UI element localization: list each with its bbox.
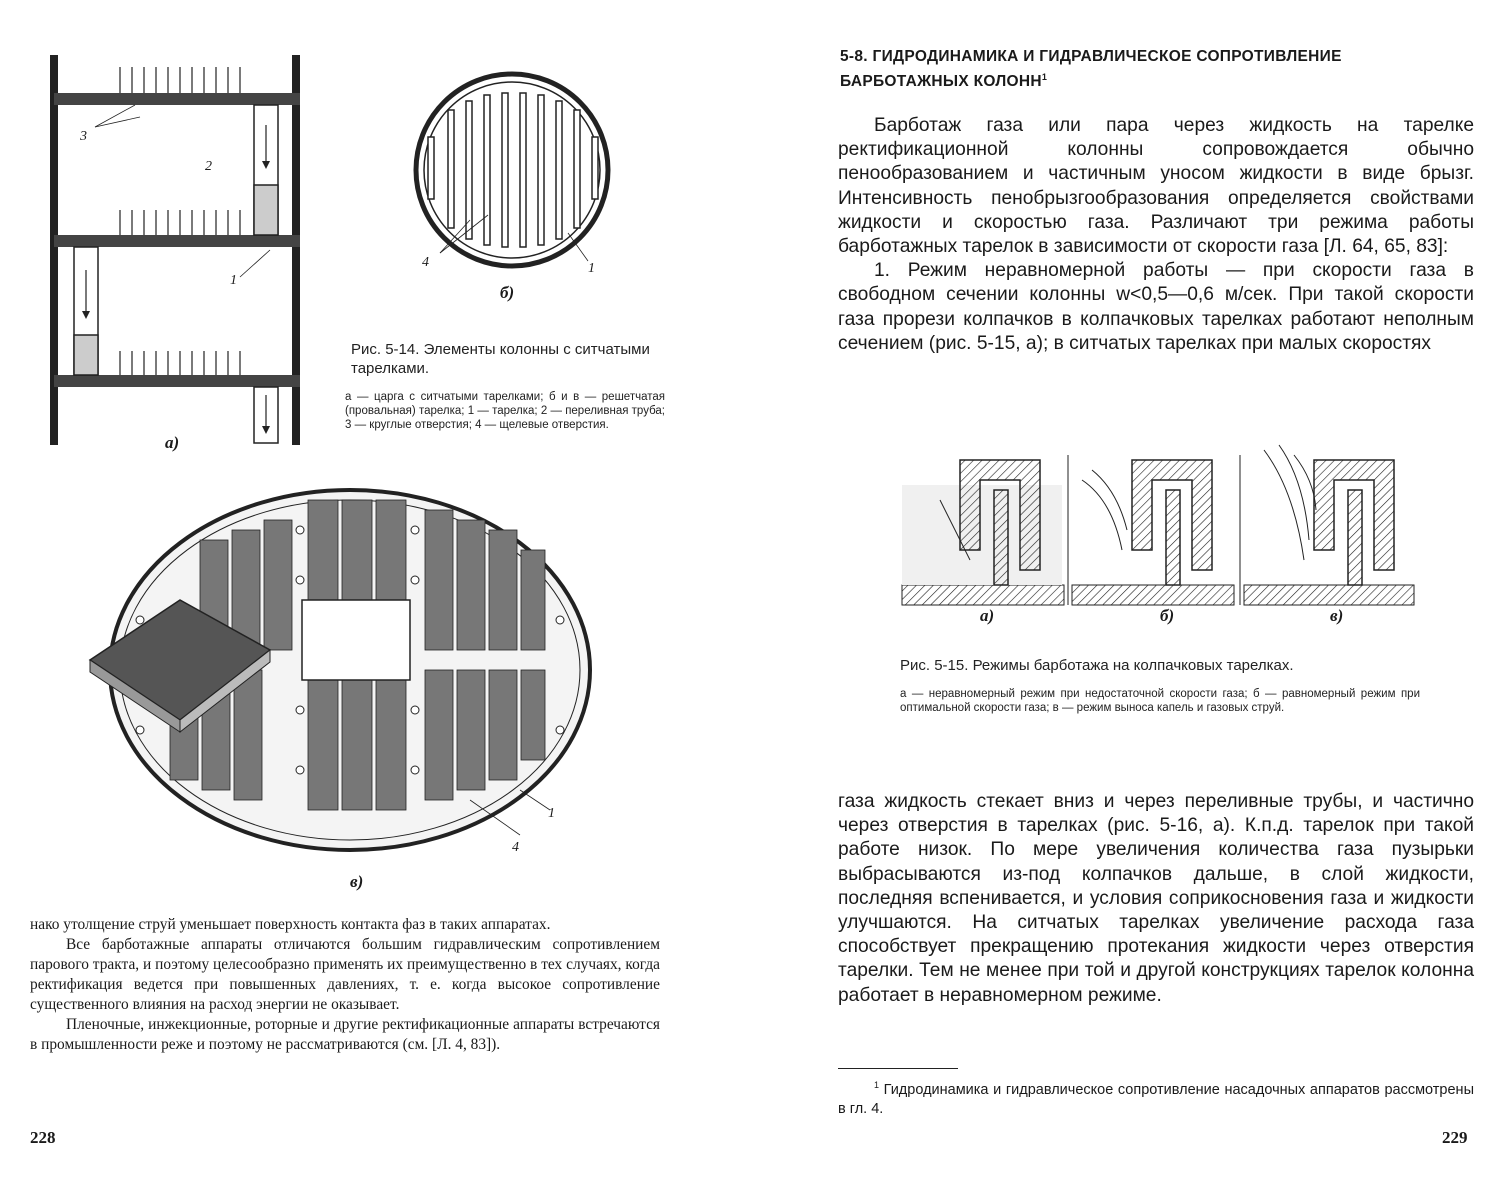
figure-label-a: а)	[980, 606, 995, 625]
figure-label-b: б)	[1160, 606, 1175, 625]
callout-4: 4	[422, 255, 429, 270]
footnote-rule	[838, 1068, 958, 1069]
bubble-cap-regimes-drawing	[900, 440, 1420, 610]
figure-label-v: в)	[350, 872, 364, 891]
right-page	[750, 0, 1500, 1190]
figure-5-15	[900, 440, 1420, 640]
caption-title: Рис. 5-15. Режимы барботажа на колпачковых тарелках.	[900, 657, 1294, 674]
right-body-lower	[838, 790, 1474, 1008]
column-section-drawing	[40, 45, 320, 465]
figure-5-14-b	[400, 65, 620, 305]
caption-title: Рис. 5-14. Элементы колонны с ситчатыми тарелками.	[351, 341, 650, 377]
callout-1: 1	[230, 273, 237, 288]
figure-label-a: а)	[165, 433, 180, 452]
figure-label-v: в)	[1330, 606, 1344, 625]
heading-footnote-mark: 1	[1041, 72, 1048, 82]
grid-tray-drawing	[80, 470, 600, 870]
figure-5-14-a	[40, 45, 320, 465]
figure-5-15-caption	[900, 656, 1420, 715]
panel-a	[902, 460, 1064, 605]
figure-label-b: б)	[500, 283, 515, 302]
page-number-right: 229	[1442, 1128, 1468, 1147]
callout-3: 3	[80, 129, 87, 144]
figure-5-14-caption	[345, 340, 665, 432]
footnote-text: Гидродинамика и гидравлическое сопротивление насадочных аппаратов рассмотрены в гл. 4.	[838, 1081, 1474, 1117]
panel-b	[1072, 460, 1234, 605]
paragraph: Все барботажные аппараты отличаются большим гидравлическим сопротивлением парового тракта, и поэтому целесообразно применять их преимущественно в тех случаях, когда ректификация ведется при повышенных давлениях, т. е. когда высокое сопротивление существенного влияния на расход энергии не оказывает.	[30, 936, 660, 1013]
callout-2: 2	[205, 159, 212, 174]
paragraph: 1. Режим неравномерной работы — при скорости газа в свободном сечении колонны w<0,5—0,6 м/сек. При такой скорости газа прорези колпачков в колпачковых тарелках работают неполным сечением (рис. 5-15, а); в ситчатых тарелках при малых скоростях	[838, 260, 1474, 354]
section-heading	[840, 46, 1474, 92]
slotted-tray-drawing	[400, 65, 620, 285]
footnote-mark: 1	[874, 1080, 880, 1090]
panel-v	[1244, 445, 1414, 605]
callout-4-v: 4	[512, 840, 519, 855]
paragraph: газа жидкость стекает вниз и через переливные трубы, и частично через отверстия в тарелках (рис. 5-16, а). К.п.д. тарелок при такой работе низок. По мере увеличения количества газа пузырьки выбрасываются из-под колпачков дальше, в слой жидкости, последняя вспенивается, и условия соприкосновения газа и жидкости улучшаются. На ситчатых тарелках увеличение расхода газа способствует прекращению протекания жидкости через отверстия тарелки. Тем не менее при той и другой конструкциях тарелок колонна работает в неравномерном режиме.	[838, 791, 1474, 1006]
caption-legend: а — неравномерный режим при недостаточной скорости газа; б — равномерный режим при оптимальной скорости газа; в — режим выноса капель и газовых струй.	[900, 688, 1420, 714]
left-body-text	[30, 915, 660, 1055]
footnote	[838, 1076, 1474, 1119]
section-heading-text: 5-8. ГИДРОДИНАМИКА И ГИДРАВЛИЧЕСКОЕ СОПРОТИВЛЕНИЕ БАРБОТАЖНЫХ КОЛОНН	[840, 48, 1342, 91]
page-number-left: 228	[30, 1128, 56, 1147]
callout-1-v: 1	[548, 806, 555, 821]
figure-5-14-v	[80, 470, 600, 900]
right-body-upper	[838, 114, 1474, 356]
callout-1-b: 1	[588, 261, 595, 276]
paragraph: Пленочные, инжекционные, роторные и другие ректификационные аппараты встречаются в промышленности реже и поэтому не рассматриваются (см. [Л. 4, 83]).	[30, 1016, 660, 1053]
caption-legend: а — царга с ситчатыми тарелками; б и в — решетчатая (провальная) тарелка; 1 — тарелка; 2 — переливная труба; 3 — круглые отверстия; 4 — щелевые отверстия.	[345, 391, 665, 431]
paragraph: Барботаж газа или пара через жидкость на тарелке ректификационной колонны сопровождается обычно пенообразованием и частичным уносом жидкости в виде брызг. Интенсивность пенобрызгообразования определяется свойствами жидкости и скоростью газа. Различают три режима работы барботажных тарелок в зависимости от скорости газа [Л. 64, 65, 83]:	[838, 115, 1474, 258]
paragraph: нако утолщение струй уменьшает поверхность контакта фаз в таких аппаратах.	[30, 916, 551, 933]
